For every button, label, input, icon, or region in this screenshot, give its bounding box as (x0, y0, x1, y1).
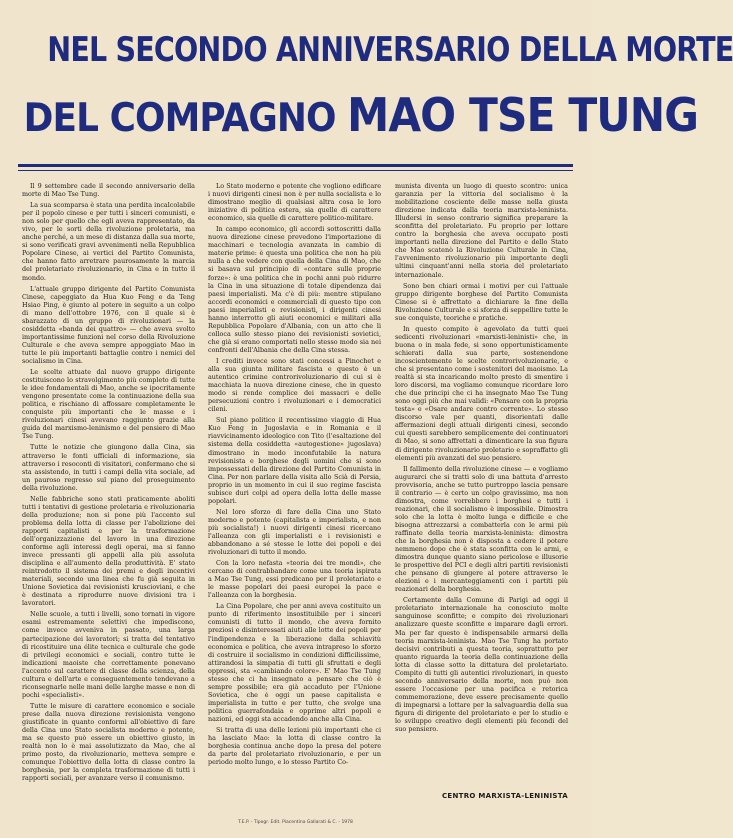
paragraph: Lo Stato moderno e potente che vogliono edificare i nuovi dirigenti cinesi non è per nulla socialista e lo dimostrano meglio di qualsiasi altra cosa le loro iniziative di politica estera, sia quelle di carattere economico, sia quelle di carattere politico-militare. (208, 182, 381, 223)
paragraph: Il fallimento della rivoluzione cinese — e vogliamo augurarci che si tratti solo di una battuta d'arresto provvisoria, anche se tutto purtroppo lascia pensare il contrario — è certo un colpo gravissimo, ma non dimostra, come vorrebbero i borghesi e tutti i reazionari, che il socialismo è impossibile. Dimostra solo che la lotta è molto lunga e difficile e che bisogna attrezzarsi a combatterla con le armi più raffinate della teoria marxista-leninista: dimostra che la borghesia non è disposta a cedere il potere nemmeno dopo che è stata sconfitta con le armi, e dimostra dunque quanto siano pericolose e illusorie le prospettive del PCI e degli altri partiti revisionisti che pensano di giungere al potere attraverso le elezioni e i mercanteggiamenti con i partiti più reazionari della borghesia. (395, 464, 568, 594)
paragraph: Le scelte attuate dal nuovo gruppo dirigente costituiscono lo stravolgimento più completo di tutte le idee fondamentali di Mao, anche se ipocritamente vengono presentate come la continuazione della sua politica, e rischiano di affossare completamente le conquiste più importanti che le masse e i rivoluzionari cinesi avevano raggiunto grazie alla guida del marxismo-leninismo e del pensiero di Mao Tse Tung. (22, 368, 195, 441)
paragraph: Tutte le notizie che giungono dalla Cina, sia attraverso le fonti ufficiali di informazione, sia attraverso i resoconti di visitatori, confermano che si sta assistendo, in tutti i campi della vita sociale, ad un pauroso regresso sul piano del proseguimento della rivoluzione. (22, 443, 195, 492)
text-column-2 (208, 182, 381, 802)
headline-line-1: NEL SECONDO ANNIVERSARIO DELLA MORTE (47, 30, 733, 70)
paragraph: La Cina Popolare, che per anni aveva costituito un punto di riferimento insostituibile per i sinceri comunisti di tutto il mondo, che aveva fornito preziosi e disinteressati aiuti alle lotte dei popoli per l'indipendenza e la liberazione dalla schiavitù economica e politica, che aveva intrapreso lo sforzo di costruire il socialismo in condizioni difficilissime, attirandosi la simpatia di tutti gli sfruttati e degli oppressi, sta «cambiando colore». E' Mao Tse Tung stesso che ci ha insegnato a pensare che ciò è sempre possibile; era già accaduto per l'Unione Sovietica, che è oggi un paese capitalista e imperialista in tutto e per tutto, che svolge una politica guerrafondaia e opprime altri popoli e nazioni, ed oggi sta accadendo anche alla Cina. (208, 602, 381, 723)
paragraph: Nelle scuole, a tutti i livelli, sono tornati in vigore esami estremamente selettivi che impediscono, come invece avveniva in passato, una larga partecipazione dei lavoratori; si tratta del tentativo di ricostituire una élite tecnica e culturale che gode di privilegi economici e sociali, contro tutte le indicazioni maoiste che correttamente ponevano l'accento sul carattere di classe della scienza, della cultura e dell'arte e conseguentemente tendevano a riconsegnarle nelle mani delle larghe masse e non di pochi «specialisti». (22, 610, 195, 699)
text-column-1 (22, 182, 195, 802)
paragraph: Tutte le misure di carattere economico e sociale prese dalla nuova direzione revisionista vengono giustificate in quanto conformi all'obiettivo di fare della Cina uno Stato socialista moderno e potente, ma se questo può essere un obiettivo giusto, in realtà non lo è mai assolutizzato da Mao, che al primo posto, da rivoluzionario, metteva sempre e comunque l'obiettivo della lotta di classe contro la borghesia, per la completa trasformazione di tutti i rapporti sociali, per avanzare verso il comunismo. (22, 701, 195, 783)
headline-rule (18, 164, 573, 167)
paragraph: Nel loro sforzo di fare della Cina uno Stato moderno e potente (capitalista e imperialista, e non più socialista!) i nuovi dirigenti cinesi ricercano l'alleanza con gli imperialisti e i revisionisti e abbandonano a sé stesse le lotte dei popoli e dei rivoluzionari di tutto il mondo. (208, 507, 381, 557)
paragraph: Si tratta di una delle lezioni più importanti che ci ha lasciato Mao: la lotta di classe contro la borghesia continua anche dopo la presa del potere da parte del proletariato rivoluzionario, e per un periodo molto lungo, e lo stesso Partito Co- (208, 726, 381, 767)
paragraph: Il 9 settembre cade il secondo anniversario della morte di Mao Tse Tung. (22, 182, 195, 199)
paragraph: La sua scomparsa è stata una perdita incalcolabile per il popolo cinese e per tutti i sinceri comunisti, e non solo per quello che egli aveva rappresentato, da vivo, per le sorti della rivoluzione proletaria, ma anche perché, a un mese di distanza dalla sua morte, si sono verificati gravi avvenimenti nella Repubblica Popolare Cinese, ai vertici del Partito Comunista, che hanno fatto arretrare paurosamente la marcia del proletariato rivoluzionario, in Cina e in tutto il mondo. (22, 201, 195, 282)
signature: CENTRO MARXISTA-LENINISTA (441, 792, 568, 800)
paragraph: munista diventa un luogo di questo scontro: unica garanzia per la vittoria del socialismo è la mobilitazione cosciente delle masse nella giusta direzione indicata dalla teoria marxista-leninista. Illudersi in senso contrario significa preparare la sconfitta del proletariato. Fu proprio per lottare contro la borghesia che aveva occupato posti importanti nella direzione del Partito e dello Stato che Mao scatenò la Rivoluzione Culturale in Cina, l'avvenimento rivoluzionario più importante degli ultimi cinquant'anni nella storia del proletariato internazionale. (395, 182, 568, 279)
text-column-3 (395, 182, 568, 802)
paragraph: In questo compito è agevolato da tutti quei sedicenti rivoluzionari «marxisti-leninisti» che, in buona o in mala fede, si sono opportunisticamente schierati dalla sua parte, sostenendone incoscientemente le scelte controrivoluzionarie, e che si presentano come i sostenitori del maoismo. La realtà si sta incaricando molto presto di smentire i loro discorsi, ma vogliamo comunque ricordare loro che due principi che ci ha insegnato Mao Tse Tung sono oggi più che mai validi: «Pensare con la propria testa» e «Osare andare contro corrente». Lo stesso discorso vale per quanti, disorientati dalle affermazioni degli attuali dirigenti cinesi, secondo cui questi sarebbero semplicemente dei continuatori di Mao, si sono affrettati a dimenticare la sua figura di dirigente rivoluzionario proletario e sopraffatto gli elementi più avanzati del suo pensiero. (395, 324, 568, 462)
paragraph: L'attuale gruppo dirigente del Partito Comunista Cinese, capeggiato da Hua Kuo Feng e da Teng Hsiao Ping, è giunto al potere in seguito a un colpo di mano dell'ottobre 1976, con il quale si è sbarazzato di un gruppo di rivoluzionari — la cosiddetta «banda dei quattro» — che aveva svolto importantissime funzioni nel corso della Rivoluzione Culturale e che aveva sempre appoggiato Mao in tutte le più importanti battaglie contro i nemici del socialismo in Cina. (22, 284, 195, 365)
paragraph: Certamente dalla Comune di Parigi ad oggi il proletariato internazionale ha conosciuto molte sanguinose sconfitte; e compito dei rivoluzionari analizzare queste sconfitte e imparare dagli errori. Ma per far questo è indispensabile armarsi della teoria marxista-leninista. Mao Tse Tung ha portato decisivi contributi a questa teoria, soprattutto per quanto riguarda la teoria della continuazione della lotta di classe sotto la dittatura del proletariato. Compito di tutti gli autentici rivoluzionari, in questo secondo anniversario della morte, non può non essere l'occasione per una pacifica e retorica commemorazione, deve essere precisamente quello di impegnarsi a lottare per la salvaguardia della sua figura di dirigente del proletariato e per lo studio e lo sviluppo creativo degli elementi più fecondi del suo pensiero. (395, 596, 568, 734)
headline-line-2 (23, 88, 699, 142)
headline-line-2-prefix: DEL COMPAGNO (23, 96, 348, 141)
paragraph: Nelle fabbriche sono stati praticamente aboliti tutti i tentativi di gestione proletaria e rivoluzionaria della produzione; non si pone più l'accento sul problema della lotta di classe per l'abolizione dei rapporti capitalisti e per la trasformazione dell'organizzazione del lavoro in una direzione conforme agli interessi degli operai, ma si fanno invece pressanti gli appelli alla più assoluta disciplina e all'aumento della produttività. E' stato reintrodotto il sistema dei premi e degli incentivi materiali, secondo una linea che fu già seguita in Unione Sovietica dai revisionisti kruscioviani, e che è destinata a riprodurre nuove divisioni tra i lavoratori. (22, 494, 195, 608)
printer-footer: T.E.P. - Tipogr. Edit. Piacentina Gallarati & C. - 1978 (238, 820, 353, 825)
paragraph: Sul piano politico il recentissimo viaggio di Hua Kuo Feng in Jugoslavia e in Romania e il riavvicinamento ideologico con Tito (l'esaltazione del sistema della cosiddetta «autogestione» jugoslava) dimostrano in modo inconfutabile la natura revisionista e borghese degli uomini che si sono impossessati della direzione del Partito Comunista in Cina. Per non parlare della visita allo Scià di Persia, proprio in un momento in cui il suo regime fascista subisce duri colpi ad opera della lotta delle masse popolari. (208, 416, 381, 505)
headline-rule-thin (18, 170, 573, 171)
headline-name: MAO TSE TUNG (347, 88, 699, 142)
paragraph: I crediti invece sono stati concessi a Pinochet e alla sua giunta militare fascista e questo è un autentico crimine controrivoluzionario di cui si è macchiata la nuova direzione cinese, che in questo modo si rende complice dei massacri e delle persecuzioni contro i rivoluzionari e i democratici cileni. (208, 356, 381, 414)
paragraph: Sono ben chiari ormai i motivi per cui l'attuale gruppo dirigente borghese del Partito Comunista Cinese si è affrettato a dichiarare la fine della Rivoluzione Culturale e si sforza di seppellire tutte le sue conquiste, teoriche e pratiche. (395, 281, 568, 322)
paragraph: Con la loro nefasta «teoria dei tre mondi», che cercano di contrabbandare come una teoria ispirata a Mao Tse Tung, essi predicano per il proletariato e le masse popolari dei paesi europei la pace e l'alleanza con la borghesia. (208, 559, 381, 600)
paragraph: In campo economico, gli accordi sottoscritti dalla nuova direzione cinese prevedono l'importazione di macchinari e tecnologia avanzata in cambio di materie prime: è questa una politica che non ha più nulla a che vedere con quella della Cina di Mao, che si basava sul principio di «contare sulle proprie forze»: è una politica che in pochi anni può ridurre la Cina in una situazione di totale dipendenza dai paesi imperialisti. Ma c'è di più: mentre stipulano accordi economici e commerciali di questo tipo con paesi imperialisti e revisionisti, i dirigenti cinesi hanno interrotto gli aiuti economici e militari alla Repubblica Popolare d'Albania, con un atto che li colloca sullo stesso piano dei revisionisti sovietici, che già si erano comportati nello stesso modo sia nei confronti dell'Albania che della Cina stessa. (208, 225, 381, 354)
